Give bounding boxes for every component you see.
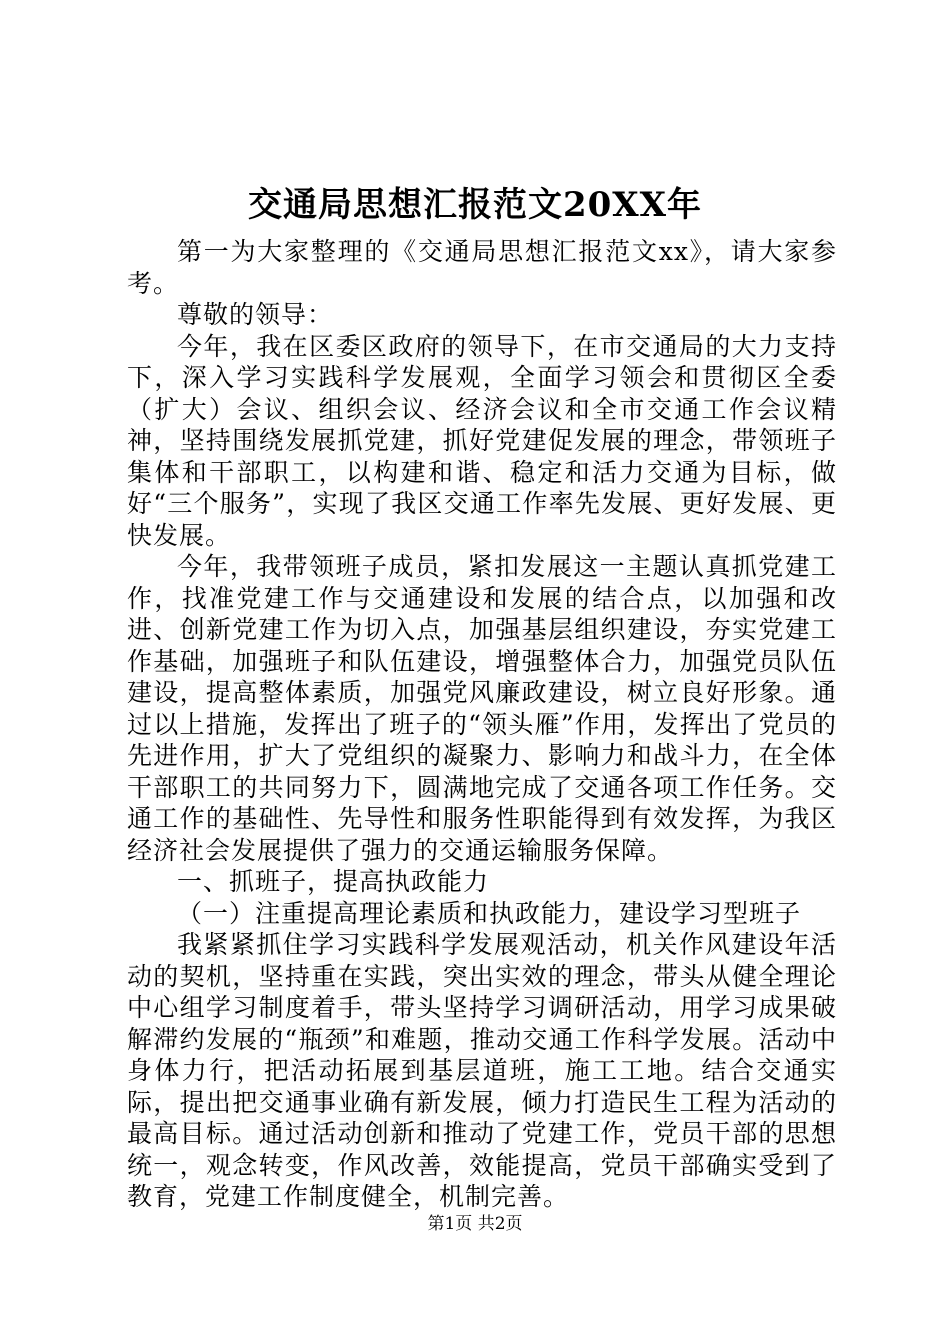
page-number-footer: 第1页 共2页	[427, 1214, 523, 1234]
body-paragraph-2: 今年，我带领班子成员，紧扣发展这一主题认真抓党建工作，找准党建工作与交通建设和发展的结合点，以加强和改进、创新党建工作为切入点，加强基层组织建设，夯实党建工作基础，加强班子和队伍建设，增强整体合力，加强党员队伍建设，提高整体素质，加强党风廉政建设，树立良好形象。通过以上措施，发挥出了班子的“领头雁”作用，发挥出了党员的先进作用，扩大了党组织的凝聚力、影响力和战斗力，在全体干部职工的共同努力下，圆满地完成了交通各项工作任务。交通工作的基础性、先导性和服务性职能得到有效发挥，为我区经济社会发展提供了强力的交通运输服务保障。	[127, 552, 837, 865]
body-paragraph-3: 我紧紧抓住学习实践科学发展观活动，机关作风建设年活动的契机，坚持重在实践，突出实效的理念，带头从健全理论中心组学习制度着手，带头坚持学习调研活动，用学习成果破解滞约发展的“瓶颈”和难题，推动交通工作科学发展。活动中身体力行，把活动拓展到基层道班，施工工地。结合交通实际，提出把交通事业确有新发展，倾力打造民生工程为活动的最高目标。通过活动创新和推动了党建工作，党员干部的思想统一，观念转变，作风改善，效能提高，党员干部确实受到了教育，党建工作制度健全，机制完善。	[127, 930, 837, 1211]
section-heading-1: 一、抓班子，提高执政能力	[177, 867, 490, 896]
salutation: 尊敬的领导：	[177, 300, 334, 329]
body-paragraph-1: 今年，我在区委区政府的领导下，在市交通局的大力支持下，深入学习实践科学发展观，全面学习领会和贯彻区全委（扩大）会议、组织会议、经济会议和全市交通工作会议精神，坚持围绕发展抓党建，抓好党建促发展的理念，带领班子集体和干部职工，以构建和谐、稳定和活力交通为目标，做好“三个服务”，实现了我区交通工作率先发展、更好发展、更快发展。	[127, 331, 837, 550]
subsection-heading-1: （一）注重提高理论素质和执政能力，建设学习型班子	[177, 898, 802, 928]
document-body	[127, 236, 837, 1213]
intro-paragraph: 第一为大家整理的《交通局思想汇报范文xx》，请大家参考。	[127, 237, 837, 298]
document-title: 交通局思想汇报范文20XX年	[247, 185, 703, 225]
